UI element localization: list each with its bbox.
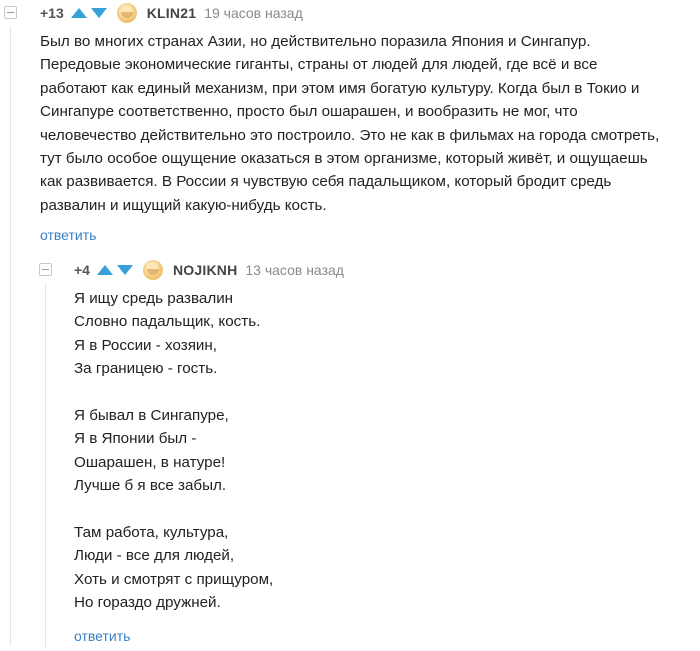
poem-line: Хоть и смотрят с прищуром, [74,570,274,588]
poem-stanza [74,287,273,381]
comment-body [74,287,273,615]
comment-line: тут было особое ощущение оказаться в этом организме, который живёт, и ощущаешь [40,150,648,168]
comment-username[interactable]: KLIN21 [146,5,197,21]
comment-body [40,30,659,217]
comment-rating: +13 [40,5,64,21]
avatar[interactable] [143,260,163,280]
collapse-minus-icon[interactable] [39,263,52,276]
comment-line: человечество действительно это построило. Это не как в фильмах на города смотреть, [40,126,660,144]
poem-line: Я ищу средь развалин [74,290,234,307]
collapse-minus-icon[interactable] [4,6,17,19]
arrow-down-icon[interactable] [91,8,107,18]
poem-line: Словно падальщик, кость. [74,313,261,331]
poem-stanza [74,404,273,498]
comment-line: Был во многих странах Азии, но действительно поразила Япония и Сингапур. [40,33,591,50]
comment-2 [0,255,700,651]
arrow-up-icon[interactable] [71,8,87,18]
poem-line: Ошарашен, в натуре! [74,453,226,471]
comment-line: как развивается. В России я чувствую себя падальщиком, который бродит средь [40,173,612,191]
comment-1 [0,0,700,250]
comment-line: развалин и ищущий какую-нибудь кость. [40,196,327,214]
poem-stanza [74,521,273,615]
poem-line: Люди - все для людей, [74,547,235,565]
poem-line: Но гораздо дружней. [74,594,221,612]
comment-rating: +4 [74,262,90,278]
reply-link[interactable]: ответить [74,628,131,644]
comment-header [74,257,344,283]
poem-line: Лучше б я все забыл. [74,477,227,495]
comment-line: Сингапуре соответственно, просто был ошарашен, и вообразить не мог, что [40,103,578,121]
avatar[interactable] [117,3,137,23]
comment-line: работают как единый механизм, при этом имя богатую культуру. Когда был в Токио и [40,79,640,97]
reply-link[interactable]: ответить [40,227,97,243]
poem-line: Я в Японии был - [74,430,197,448]
comment-time[interactable]: 19 часов назад [204,5,303,21]
arrow-up-icon[interactable] [97,265,113,275]
poem-line: Я бывал в Сингапуре, [74,407,229,425]
comment-username[interactable]: NOJIKNH [172,262,238,278]
arrow-down-icon[interactable] [117,265,133,275]
comment-header [40,0,303,26]
poem-line: Я в России - хозяин, [74,336,218,354]
poem-line: Там работа, культура, [74,524,229,542]
thread-line [45,283,46,648]
poem-line: За границею - гость. [74,360,218,378]
comment-time[interactable]: 13 часов назад [245,262,344,278]
comment-line: Передовые экономические гиганты, страны от людей для людей, где всё и все [40,56,598,74]
